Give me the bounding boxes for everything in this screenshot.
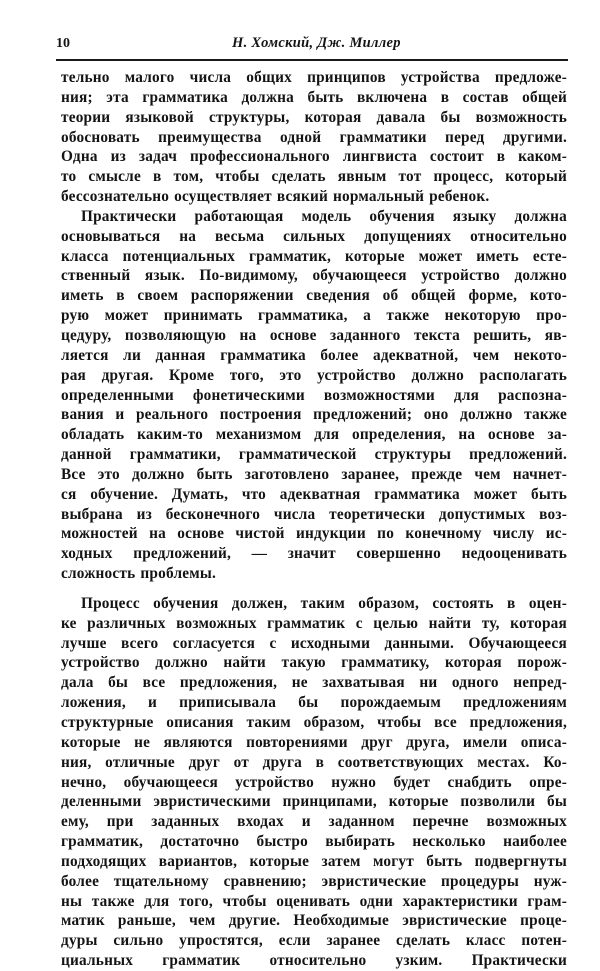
text-line: матик раньше, чем другие. Необходимые эвристические проце- — [61, 912, 567, 930]
text-line: структурные описания таким образом, чтобы все предложения, — [61, 714, 567, 731]
text-line: выбрана из бесконечного числа теоретически допустимых воз- — [61, 505, 567, 523]
text-line: ке различных возможных грамматик с целью найти ту, которая — [61, 614, 567, 632]
text-line: дуры сильно упростятся, если заранее сделать класс потен- — [61, 932, 567, 950]
text-line: можностей на основе чистой индукции по конечному числу ис- — [61, 525, 567, 543]
text-line: класса потенциальных грамматик, которые может иметь есте- — [61, 247, 567, 265]
text-line: основываться на весьма сильных допущениях относительно — [61, 227, 567, 245]
text-line: ложения, и приписывала бы порождаемым предложениям — [61, 694, 567, 712]
text-line: грамматик, достаточно быстро выбирать несколько наиболее — [61, 833, 567, 851]
text-line: Одна из задач профессионального лингвиста состоит в каком- — [61, 148, 567, 166]
text-line: рую может принимать грамматика, а также некоторую про- — [61, 307, 567, 325]
text-line: обосновать преимущества одной грамматики перед другими. — [61, 128, 567, 146]
text-line: циальных грамматик относительно узким. Практически — [61, 952, 567, 970]
text-line: тельно малого числа общих принципов устройства предложе- — [61, 69, 567, 86]
text-line: Все это должно быть заготовлено заранее, прежде чем начнет- — [61, 465, 567, 483]
paragraph-gap — [61, 584, 567, 594]
header-rule — [56, 59, 568, 61]
text-line: ему, при заданных входах и заданном перечне возможных — [61, 813, 567, 831]
text-line: которые не являются повторениями друг друга, имели описа- — [61, 733, 567, 751]
text-line: устройство должно найти такую грамматику, которая порож- — [61, 654, 567, 672]
text-line: рая другая. Кроме того, это устройство должно располагать — [61, 366, 567, 384]
text-line: вания и реального построения предложений; оно должно также — [61, 406, 567, 424]
text-line: ния; эта грамматика должна быть включена в состав общей — [61, 88, 567, 106]
text-line: теории языковой структуры, которая давала бы возможность — [61, 108, 567, 126]
text-line: то смысле в том, чтобы сделать явным тот процесс, который — [61, 168, 567, 186]
text-line: определенными фонетическими возможностями для распозна- — [61, 386, 567, 404]
text-line: Практически работающая модель обучения языку должна — [81, 207, 567, 225]
text-line: подходящих вариантов, которые затем могут быть подвергнуты — [61, 852, 567, 870]
text-line: иметь в своем распоряжении сведения об общей форме, кото- — [61, 287, 567, 305]
text-line: данной грамматики, грамматической структуры предложений. — [61, 446, 567, 464]
text-line: лучше всего согласуется с исходными данными. Обучающееся — [61, 634, 567, 652]
text-line: деленными эвристическими принципами, которые позволили бы — [61, 793, 567, 811]
text-line: дала бы все предложения, не захватывая ни одного непред- — [61, 674, 567, 692]
text-line: ния, отличные друг от друга в соответствующих местах. Ко- — [61, 753, 567, 771]
running-head-authors: Н. Хомский, Дж. Миллер — [232, 35, 401, 51]
text-line: более тщательному сравнению; эвристические процедуры нуж- — [61, 872, 567, 890]
text-line: сложность проблемы. — [61, 565, 217, 583]
running-head — [56, 34, 568, 56]
text-line: ся обучение. Думать, что адекватная грамматика может быть — [61, 485, 567, 503]
page-number: 10 — [56, 36, 70, 51]
text-line: Процесс обучения должен, таким образом, состоять в оцен- — [81, 594, 567, 612]
text-line: ственный язык. По-видимому, обучающееся устройство должно — [61, 267, 567, 285]
text-line: ходных предложений, — значит совершенно недооценивать — [61, 545, 567, 563]
text-line: ляется ли данная грамматика более адекватной, чем некото- — [61, 346, 567, 364]
body-text — [61, 68, 567, 971]
text-line: обладать каким-то механизмом для определения, на основе за- — [61, 426, 567, 444]
text-line: цедуру, позволяющую на основе заданного текста решить, яв- — [61, 326, 567, 344]
text-line: бессознательно осуществляет всякий нормальный ребенок. — [61, 188, 490, 206]
text-line: ны также для того, чтобы оценивать одни характеристики грам- — [61, 892, 567, 910]
text-line: нечно, обучающееся устройство нужно будет снабдить опре- — [61, 773, 567, 791]
